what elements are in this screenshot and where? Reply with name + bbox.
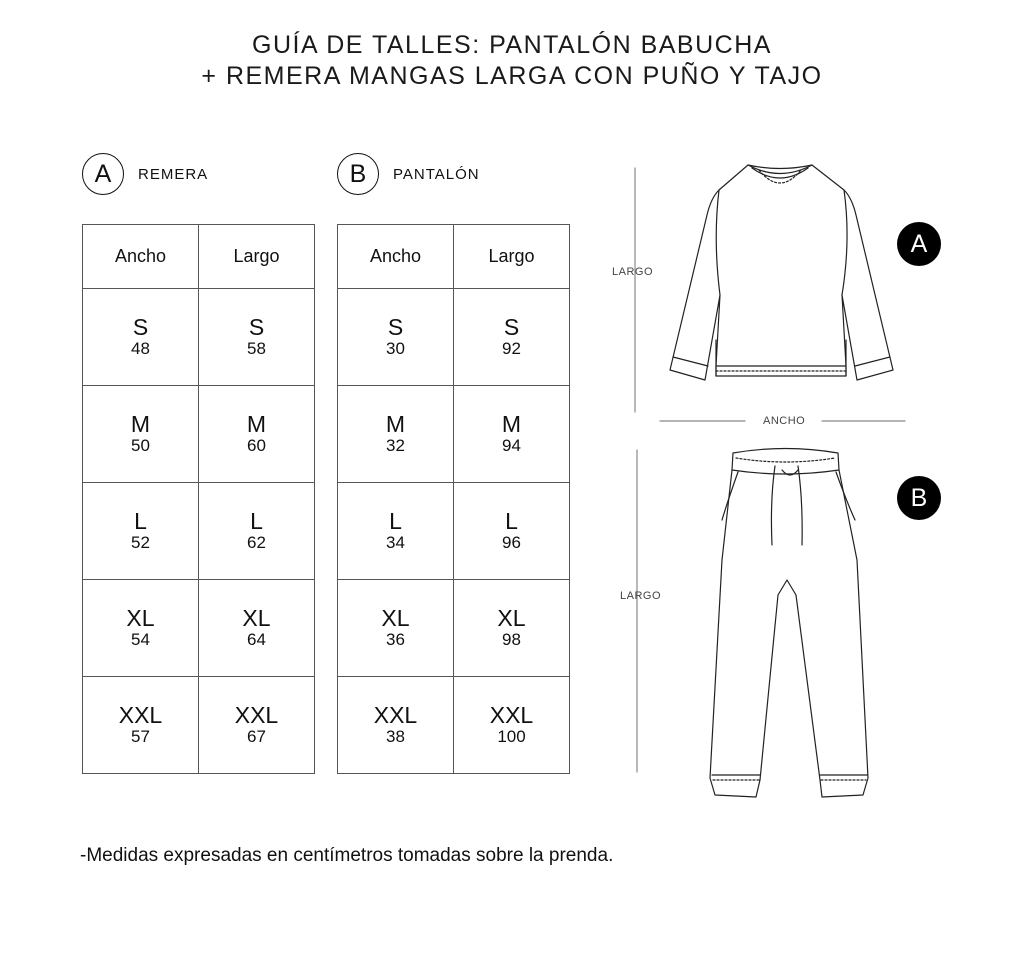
letter-b-circle: B	[337, 153, 379, 195]
pants-icon	[710, 449, 868, 798]
measure-value: 30	[386, 339, 405, 358]
size-label: M	[246, 411, 267, 437]
header-largo: Largo	[199, 225, 315, 289]
size-label: S	[132, 314, 149, 340]
largo-label-bottom: LARGO	[620, 590, 662, 602]
measure-value: 67	[247, 727, 266, 746]
header-largo: Largo	[454, 225, 570, 289]
measure-value: 96	[502, 533, 521, 552]
size-label: M	[385, 411, 406, 437]
badge-b: B	[897, 476, 941, 520]
size-label: L	[389, 508, 402, 534]
size-label: XXL	[373, 702, 418, 728]
letter-a-circle: A	[82, 153, 124, 195]
measure-value: 32	[386, 436, 405, 455]
size-label: XL	[497, 605, 526, 631]
size-label: XL	[126, 605, 155, 631]
largo-label-top: LARGO	[612, 266, 654, 278]
size-label: L	[134, 508, 147, 534]
title-line-1: GUÍA DE TALLES: PANTALÓN BABUCHA	[252, 31, 772, 59]
size-label: M	[501, 411, 522, 437]
badge-a: A	[897, 222, 941, 266]
measure-value: 50	[131, 436, 150, 455]
measure-value: 64	[247, 630, 266, 649]
size-label: XXL	[489, 702, 534, 728]
measurement-note: -Medidas expresadas en centímetros tomadas sobre la prenda.	[80, 845, 614, 866]
measure-value: 94	[502, 436, 521, 455]
title-line-2: + REMERA MANGAS LARGA CON PUÑO Y TAJO	[201, 62, 823, 90]
measure-value: 38	[386, 727, 405, 746]
measure-value: 54	[131, 630, 150, 649]
measure-value: 62	[247, 533, 266, 552]
size-label: L	[505, 508, 518, 534]
size-label: L	[250, 508, 263, 534]
section-remera-label: REMERA	[138, 165, 209, 183]
size-label: XL	[381, 605, 410, 631]
measure-value: 100	[497, 727, 526, 746]
measure-value: 57	[131, 727, 150, 746]
measure-value: 92	[502, 339, 521, 358]
sweater-icon	[670, 165, 893, 380]
size-label: S	[248, 314, 265, 340]
measure-value: 34	[386, 533, 405, 552]
header-ancho: Ancho	[83, 225, 199, 289]
measure-value: 48	[131, 339, 150, 358]
size-label: XXL	[118, 702, 163, 728]
measure-value: 52	[131, 533, 150, 552]
header-ancho: Ancho	[338, 225, 454, 289]
measure-value: 98	[502, 630, 521, 649]
size-label: S	[387, 314, 404, 340]
ancho-label: ANCHO	[763, 415, 806, 427]
size-label: XXL	[234, 702, 279, 728]
section-pantalon-label: PANTALÓN	[393, 165, 480, 183]
measure-value: 58	[247, 339, 266, 358]
size-label: S	[503, 314, 520, 340]
measure-value: 60	[247, 436, 266, 455]
size-label: XL	[242, 605, 271, 631]
measure-value: 36	[386, 630, 405, 649]
size-label: M	[130, 411, 151, 437]
